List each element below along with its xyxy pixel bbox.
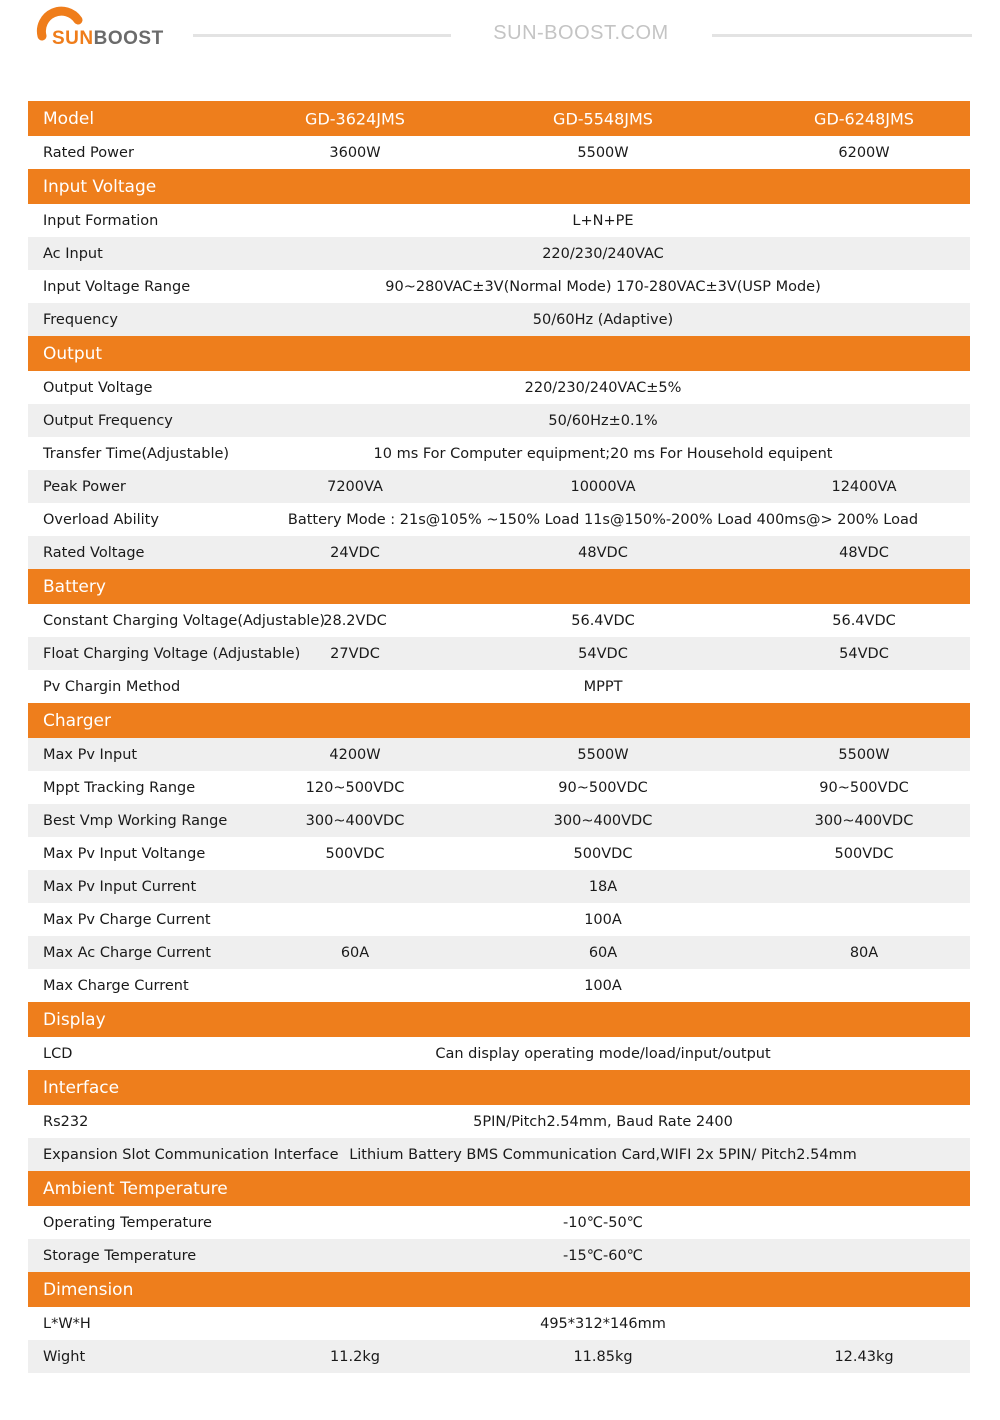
table-row — [28, 771, 970, 804]
section-title: Display — [43, 1009, 106, 1030]
row-label: Storage Temperature — [43, 1247, 197, 1264]
table-row — [28, 270, 970, 303]
section-header — [28, 1171, 970, 1206]
section-header — [28, 703, 970, 738]
row-value: 24VDC — [330, 544, 380, 561]
row-value: 6200W — [838, 144, 890, 161]
table-row — [28, 1340, 970, 1373]
header-divider-right — [712, 34, 972, 37]
row-label: Output Voltage — [43, 379, 153, 396]
table-row — [28, 738, 970, 771]
row-label: L*W*H — [43, 1315, 91, 1332]
row-label: Wight — [43, 1348, 86, 1365]
page-header — [0, 0, 1000, 80]
section-title: Battery — [43, 576, 106, 597]
table-row — [28, 903, 970, 936]
model-name: GD-6248JMS — [814, 109, 914, 128]
row-value: 11.2kg — [330, 1348, 380, 1365]
table-row — [28, 1239, 970, 1272]
table-row — [28, 604, 970, 637]
row-value: 90~500VDC — [819, 779, 909, 796]
row-label: Overload Ability — [43, 511, 159, 528]
row-value: 4200W — [329, 746, 381, 763]
row-value: L+N+PE — [572, 212, 634, 229]
table-row — [28, 969, 970, 1002]
row-value: 500VDC — [573, 845, 633, 862]
spec-table — [28, 101, 970, 1373]
row-value: 10 ms For Computer equipment;20 ms For Household equipent — [373, 445, 833, 462]
row-value: 500VDC — [834, 845, 894, 862]
section-title: Dimension — [43, 1279, 134, 1300]
section-header — [28, 1070, 970, 1105]
row-value: 5500W — [577, 746, 629, 763]
row-value: -15℃-60℃ — [563, 1247, 643, 1264]
row-value: Lithium Battery BMS Communication Card,WIFI 2x 5PIN/ Pitch2.54mm — [349, 1146, 857, 1163]
row-value: 100A — [584, 977, 622, 994]
row-label: Max Pv Input — [43, 746, 138, 763]
row-label: Rated Power — [43, 144, 134, 161]
row-value: 300~400VDC — [553, 812, 653, 829]
row-label: Frequency — [43, 311, 118, 328]
section-header — [28, 336, 970, 371]
table-row — [28, 837, 970, 870]
row-label: Ac Input — [43, 245, 103, 262]
row-value: 12.43kg — [834, 1348, 894, 1365]
row-value: 495*312*146mm — [540, 1315, 666, 1332]
table-row — [28, 503, 970, 536]
row-value: 90~500VDC — [558, 779, 648, 796]
model-name: GD-5548JMS — [553, 109, 653, 128]
row-value: 48VDC — [839, 544, 889, 561]
table-row — [28, 536, 970, 569]
row-label: Pv Chargin Method — [43, 678, 181, 695]
table-row — [28, 637, 970, 670]
table-row — [28, 437, 970, 470]
row-label: Max Pv Charge Current — [43, 911, 211, 928]
row-value: 60A — [340, 944, 370, 961]
row-label: Max Charge Current — [43, 977, 189, 994]
table-row — [28, 1307, 970, 1340]
section-title: Charger — [43, 710, 111, 731]
section-header — [28, 101, 970, 136]
table-row — [28, 670, 970, 703]
row-value: 300~400VDC — [814, 812, 914, 829]
row-label: Input Formation — [43, 212, 159, 229]
table-row — [28, 404, 970, 437]
section-header — [28, 169, 970, 204]
row-value: 5500W — [577, 144, 629, 161]
row-label: Input Voltage Range — [43, 278, 191, 295]
row-label: Max Ac Charge Current — [43, 944, 211, 961]
header-divider-left — [193, 34, 451, 37]
row-label: Best Vmp Working Range — [43, 812, 228, 829]
row-value: Can display operating mode/load/input/output — [435, 1045, 771, 1062]
row-label: Output Frequency — [43, 412, 173, 429]
table-row — [28, 237, 970, 270]
section-title: Model — [43, 108, 95, 129]
row-value: -10℃-50℃ — [563, 1214, 643, 1231]
row-value: 220/230/240VAC — [542, 245, 664, 262]
table-row — [28, 303, 970, 336]
row-label: Float Charging Voltage (Adjustable) — [43, 645, 301, 662]
row-label: LCD — [43, 1045, 73, 1062]
row-label: Operating Temperature — [43, 1214, 212, 1231]
section-header — [28, 1272, 970, 1307]
row-label: Max Pv Input Voltange — [43, 845, 206, 862]
row-value: Battery Mode : 21s@105% ~150% Load 11s@150%-200% Load 400ms@> 200% Load — [287, 511, 919, 528]
row-label: Expansion Slot Communication Interface — [43, 1146, 339, 1163]
row-value: 90~280VAC±3V(Normal Mode) 170-280VAC±3V(USP Mode) — [385, 278, 821, 295]
row-value: 3600W — [329, 144, 381, 161]
logo-boost-text: BOOST — [93, 28, 164, 49]
section-title: Ambient Temperature — [43, 1178, 228, 1199]
row-value: 54VDC — [578, 645, 628, 662]
row-value: 120~500VDC — [305, 779, 405, 796]
table-row — [28, 804, 970, 837]
table-row — [28, 1037, 970, 1070]
row-value: 100A — [584, 911, 622, 928]
row-value: 28.2VDC — [323, 612, 387, 629]
row-value: 18A — [588, 878, 618, 895]
row-value: 50/60Hz±0.1% — [548, 412, 658, 429]
row-value: 11.85kg — [573, 1348, 633, 1365]
table-row — [28, 1206, 970, 1239]
row-value: 7200VA — [327, 478, 383, 495]
row-value: 27VDC — [330, 645, 380, 662]
row-value: 48VDC — [578, 544, 628, 561]
row-value: 500VDC — [325, 845, 385, 862]
row-label: Max Pv Input Current — [43, 878, 197, 895]
row-value: 220/230/240VAC±5% — [524, 379, 682, 396]
row-value: 10000VA — [570, 478, 636, 495]
table-row — [28, 470, 970, 503]
table-row — [28, 1105, 970, 1138]
row-label: Rated Voltage — [43, 544, 145, 561]
row-value: 300~400VDC — [305, 812, 405, 829]
row-value: 50/60Hz (Adaptive) — [532, 311, 674, 328]
row-label: Rs232 — [43, 1113, 89, 1130]
table-row — [28, 371, 970, 404]
row-label: Transfer Time(Adjustable) — [43, 445, 230, 462]
sunboost-logo — [36, 6, 186, 56]
row-value: 80A — [849, 944, 879, 961]
section-title: Output — [43, 343, 103, 364]
row-label: Mppt Tracking Range — [43, 779, 196, 796]
row-value: MPPT — [583, 678, 623, 695]
row-label: Peak Power — [43, 478, 126, 495]
section-header — [28, 569, 970, 604]
row-value: 60A — [588, 944, 618, 961]
logo-sun-text: SUN — [52, 28, 94, 49]
row-value: 12400VA — [831, 478, 897, 495]
site-url: SUN-BOOST.COM — [493, 22, 669, 44]
row-value: 54VDC — [839, 645, 889, 662]
table-row — [28, 870, 970, 903]
logo-wordmark — [52, 28, 164, 50]
table-row — [28, 204, 970, 237]
section-header — [28, 1002, 970, 1037]
row-value: 5PIN/Pitch2.54mm, Baud Rate 2400 — [473, 1113, 733, 1130]
table-row — [28, 936, 970, 969]
table-row — [28, 1138, 970, 1171]
row-label: Constant Charging Voltage(Adjustable) — [43, 612, 326, 629]
table-row — [28, 136, 970, 169]
section-title: Interface — [43, 1077, 120, 1098]
section-title: Input Voltage — [43, 176, 157, 197]
row-value: 56.4VDC — [832, 612, 896, 629]
row-value: 5500W — [838, 746, 890, 763]
row-value: 56.4VDC — [571, 612, 635, 629]
model-name: GD-3624JMS — [305, 109, 405, 128]
